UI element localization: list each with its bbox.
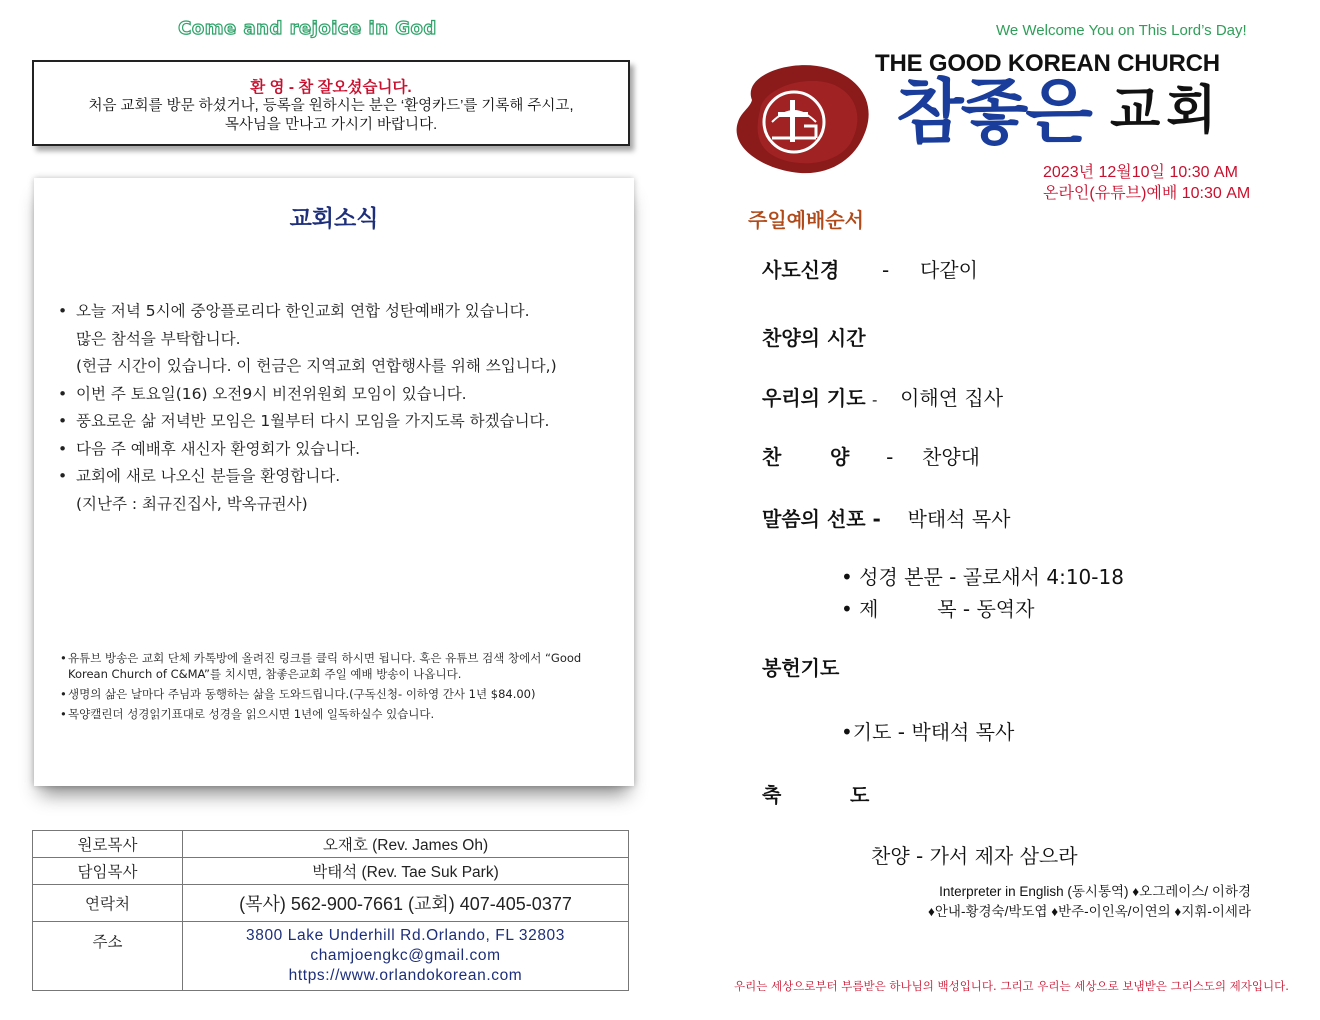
table-row (33, 922, 629, 991)
welcome-box (32, 60, 630, 146)
news-item: • 오늘 저녁 5시에 중앙플로리다 한인교회 연합 성탄예배가 있습니다. (58, 298, 618, 326)
order-dash: - (886, 445, 894, 469)
small-notes (60, 648, 620, 724)
order-label: 축 (762, 783, 782, 807)
helpers-line-1: Interpreter in English (동시통역) ♦오그레이스/ 이하경 (939, 884, 1252, 899)
church-logo (732, 60, 872, 180)
table-label: 주소 (33, 922, 183, 991)
order-offering-sub: •기도 - 박태석 목사 (841, 720, 1015, 744)
order-value: 박태석 목사 (907, 507, 1011, 531)
order-label: 찬양의 시간 (762, 326, 866, 350)
order-label: 봉헌기도 (762, 656, 840, 680)
helpers (928, 882, 1251, 922)
email-link[interactable]: chamjoengkc@gmail.com (310, 947, 501, 964)
contact-value: (목사) 562-900-7661 (교회) 407-405-0377 (183, 885, 629, 922)
order-choir (762, 441, 980, 470)
news-item: • 풍요로운 삶 저녁반 모임은 1월부터 다시 모임을 가지도록 하겠습니다. (58, 408, 618, 436)
church-name-en: THE GOOD KOREAN CHURCH (875, 50, 1220, 77)
order-title: 주일예배순서 (748, 208, 864, 232)
order-label: 양 (830, 445, 850, 469)
table-row (33, 858, 629, 885)
order-value: 찬양대 (922, 445, 980, 469)
order-offering (762, 652, 839, 681)
order-praise-time (762, 322, 866, 351)
topic-label: • 제 (841, 597, 879, 621)
info-table (32, 830, 629, 991)
news-item: • 교회에 새로 나오신 분들을 환영합니다. (58, 463, 618, 491)
order-label: 사도신경 (762, 258, 840, 282)
order-dash: - (871, 391, 878, 409)
table-row (33, 885, 629, 922)
service-time (1043, 162, 1250, 204)
news-item: • 이번 주 토요일(16) 오전9시 비전위원회 모임이 있습니다. (58, 381, 618, 409)
news-title: 교회소식 (289, 206, 379, 232)
right-tagline: We Welcome You on This Lord’s Day! (996, 22, 1247, 39)
order-closing-hymn: 찬양 - 가서 제자 삼으라 (871, 844, 1078, 868)
order-sermon (762, 503, 1011, 532)
table-label: 담임목사 (33, 858, 183, 885)
order-creed (762, 254, 978, 283)
service-online: 온라인(유튜브)예배 10:30 AM (1043, 185, 1251, 202)
address-text: 3800 Lake Underhill Rd.Orlando, FL 32803 (246, 927, 565, 944)
order-label: 우리의 기도 (762, 386, 866, 410)
table-label: 원로목사 (33, 831, 183, 858)
church-name-ko-blue: 참좋은 (896, 71, 1090, 153)
order-label: 도 (850, 783, 870, 807)
note-item: Korean Church of C&MA”를 치시면, 참좋은교회 주일 예배 방송이 나옵니다. (68, 667, 462, 681)
news-item: (지난주 : 최규진집사, 박옥규권사) (76, 494, 308, 513)
left-tagline: Come and rejoice in God (178, 18, 437, 39)
note-item: • 생명의 삶은 날마다 주님과 동행하는 삶을 도와드립니다.(구독신청- 이하영 간사 1년 $84.00) (60, 684, 620, 704)
table-row (33, 831, 629, 858)
order-value: 이해연 집사 (900, 386, 1004, 410)
order-label: 말씀의 선포 - (762, 507, 881, 531)
church-name-ko-black: 교회 (1110, 81, 1223, 141)
news-item: • 다음 주 예배후 새신자 환영회가 있습니다. (58, 436, 618, 464)
address-cell (183, 922, 629, 991)
service-date: 2023년 12월10일 10:30 AM (1043, 164, 1238, 181)
order-scripture: • 성경 본문 - 골로새서 4:10-18 (841, 565, 1124, 589)
welcome-title: 환 영 - 참 잘오셨습니다. (250, 79, 412, 96)
helpers-line-2: ♦안내-황경숙/박도엽 ♦반주-이인옥/이연의 ♦지휘-이세라 (928, 904, 1252, 919)
news-list (58, 298, 618, 518)
order-topic (841, 593, 1034, 622)
order-benediction (762, 779, 869, 808)
bottom-motto: 우리는 세상으로부터 부름받은 하나님의 백성입니다. 그리고 우리는 세상으로 보냄받은 그리스도의 제자입니다. (734, 979, 1289, 993)
welcome-line-2: 목사님을 만나고 가시기 바랍니다. (224, 117, 438, 133)
news-card (34, 178, 634, 786)
order-dash: - (882, 258, 890, 282)
news-item: (헌금 시간이 있습니다. 이 헌금은 지역교회 연합행사를 위해 쓰입니다,) (76, 357, 557, 375)
topic-value: 목 - 동역자 (937, 597, 1035, 621)
order-label: 찬 (762, 445, 782, 469)
welcome-line-1: 처음 교회를 방문 하셨거나, 등록을 원하시는 분은 ‘환영카드’를 기록해 주시고, (88, 98, 574, 114)
order-prayer (762, 382, 1003, 411)
table-label: 연락처 (33, 885, 183, 922)
note-item: • 목양캘린더 성경읽기표대로 성경을 읽으시면 1년에 일독하실수 있습니다. (60, 704, 620, 724)
order-value: 다같이 (919, 258, 978, 282)
news-item: 많은 참석을 부탁합니다. (76, 329, 241, 348)
website-link[interactable]: https://www.orlandokorean.com (288, 967, 523, 984)
table-value: 오재호 (Rev. James Oh) (183, 831, 629, 858)
table-value: 박태석 (Rev. Tae Suk Park) (183, 858, 629, 885)
note-item: • 유튜브 방송은 교회 단체 카톡방에 올려진 링크를 클릭 하시면 됩니다. 혹은 유튜브 검색 창에서 “Good (60, 648, 620, 668)
